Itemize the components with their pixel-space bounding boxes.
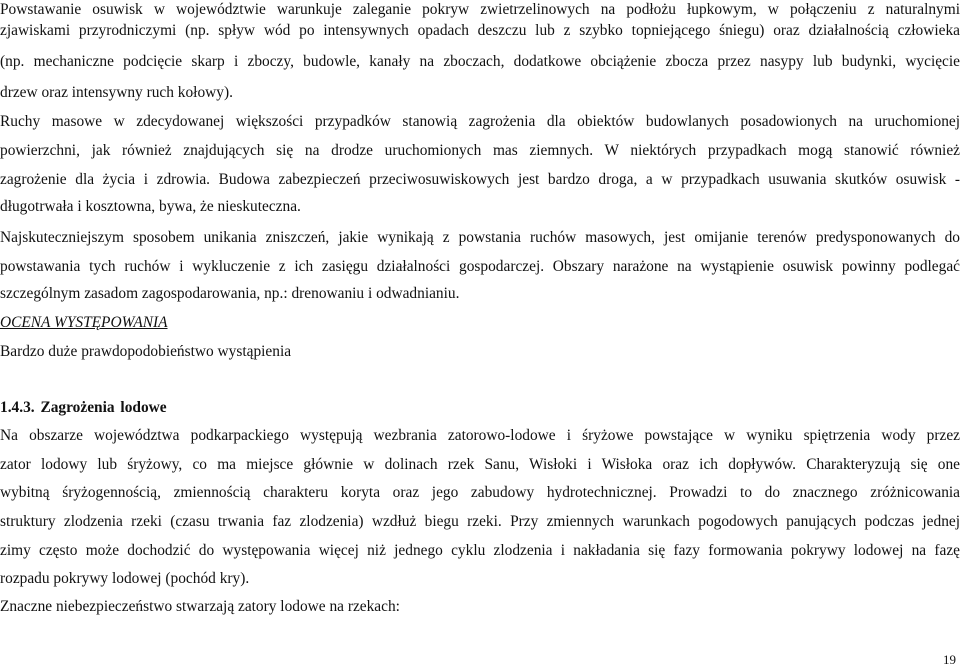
text-line: (np. mechaniczne podcięcie skarp i zboczy, budowle, kanały na zboczach, dodatkowe obciążenie zbocza przez nasypy lub budynki, wycięcie — [0, 53, 960, 70]
text-line: Ruchy masowe w zdecydowanej większości przypadków stanowią zagrożenia dla obiektów budowlanych posadowionych na uruchomionej — [0, 113, 960, 130]
text-line: wybitną śryżogennością, zmiennością charakteru koryta oraz jego zabudowy hydrotechnicznej. Prowadzi to do znacznego zróżnicowania — [0, 484, 960, 501]
text-line: zator lodowy lub śryżowy, co ma miejsce głównie w dolinach rzek Sanu, Wisłoki i Wisłoka oraz ich dopływów. Charakteryzują się one — [0, 456, 960, 473]
text-line: struktury zlodzenia rzeki (czasu trwania faz zlodzenia) wzdłuż biegu rzeki. Przy zmiennych warunkach pogodowych panujących podczas jednej — [0, 513, 960, 530]
text-line: Na obszarze województwa podkarpackiego występują wezbrania zatorowo-lodowe i śryżowe powstające w wyniku spiętrzenia wody przez — [0, 427, 960, 444]
text-line: zimy często może dochodzić do występowania więcej niż jednego cyklu zlodzenia i nakładania się fazy formowania pokrywy lodowej na fazę — [0, 542, 960, 559]
text-line: szczególnym zasadom zagospodarowania, np.: drenowaniu i odwadnianiu. — [0, 285, 460, 302]
text-line: zjawiskami przyrodniczymi (np. spływ wód po intensywnych opadach deszczu lub z szybko topniejącego śniegu) oraz działalnością człowieka — [0, 22, 960, 39]
text-line: zagrożenie dla życia i zdrowia. Budowa zabezpieczeń przeciwosuwiskowych jest bardzo droga, a w przypadkach usuwania skutków osuwisk - — [0, 171, 960, 188]
text-line: długotrwała i kosztowna, bywa, że nieskuteczna. — [0, 198, 301, 215]
text-line: Powstawanie osuwisk w województwie warunkuje zaleganie pokryw zwietrzelinowych na podłożu łupkowym, w połączeniu z naturalnymi — [0, 1, 960, 18]
section-heading: 1.4.3. Zagrożenia lodowe — [0, 399, 167, 416]
text-line: drzew oraz intensywny ruch kołowy). — [0, 84, 233, 101]
assessment-heading: OCENA WYSTĘPOWANIA — [0, 314, 168, 331]
assessment-value: Bardzo duże prawdopodobieństwo wystąpienia — [0, 343, 292, 360]
text-line: powierzchni, jak również znajdujących się na drodze uruchomionych mas ziemnych. W niektórych przypadkach mogą stanowić również — [0, 142, 960, 159]
page-number: 19 — [943, 652, 956, 667]
text-line: rozpadu pokrywy lodowej (pochód kry). — [0, 570, 250, 587]
text-line: powstawania tych ruchów i wykluczenie z ich zasięgu działalności gospodarczej. Obszary narażone na wystąpienie osuwisk powinny podlegać — [0, 258, 960, 275]
text-line: Najskuteczniejszym sposobem unikania zniszczeń, jakie wynikają z powstania ruchów masowych, jest omijanie terenów predysponowanych do — [0, 229, 960, 246]
text-line: Znaczne niebezpieczeństwo stwarzają zatory lodowe na rzekach: — [0, 598, 400, 615]
